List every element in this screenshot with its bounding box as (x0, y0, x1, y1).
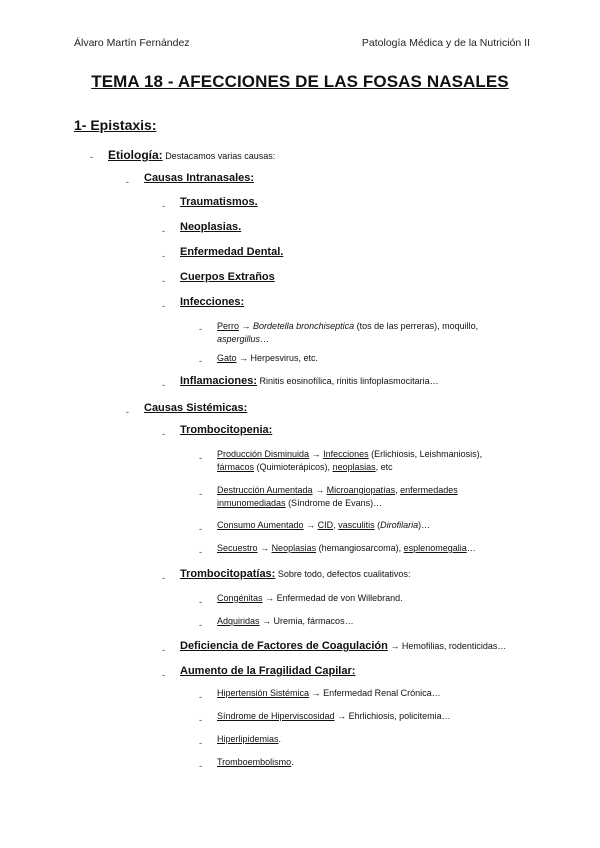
etiologia-text: Destacamos varias causas: (165, 151, 276, 161)
bullet: - (199, 761, 202, 771)
neoplasias: neoplasias (332, 462, 376, 472)
inflamaciones-label: Inflamaciones: (180, 375, 258, 387)
bullet: - (199, 524, 202, 534)
paren-open: ( (377, 520, 381, 530)
bullet: - (199, 324, 202, 334)
arrow: → (306, 520, 316, 530)
tromboembolismo-item (217, 756, 294, 769)
deficiencia-label: Deficiencia de Factores de Coagulación (180, 640, 388, 652)
perro-rest: (tos de las perreras), moquillo, (356, 321, 479, 331)
gato-label: Gato (217, 353, 237, 363)
vasculitis: vasculitis (338, 520, 375, 530)
dirofilaria: Dirofilaria (380, 520, 419, 530)
bullet: - (162, 301, 165, 311)
produccion-label: Producción Disminuida (217, 449, 310, 459)
section-heading: 1- Epistaxis: (74, 117, 157, 133)
adquiridas-text: → Uremia, fármacos… (262, 616, 354, 626)
adquiridas-item (217, 615, 354, 628)
perro-label: Perro (217, 321, 240, 331)
list-item: Cuerpos Extraños (180, 271, 275, 283)
adquiridas-label: Adquiridas (217, 616, 260, 626)
arrow: → (315, 485, 325, 495)
list-item: Enfermedad Dental. (180, 246, 284, 258)
bullet: - (162, 380, 165, 390)
arrow: → (260, 543, 270, 553)
hiperlipidemias-label: Hiperlipidemias (217, 734, 279, 744)
arrow: → (311, 449, 321, 459)
infecciones-link: Infecciones (323, 449, 369, 459)
bullet: - (199, 489, 202, 499)
consumo-item (217, 519, 430, 532)
produccion-rest1: (Erlichiosis, Leishmaniosis), (371, 449, 483, 459)
header-author: Álvaro Martín Fernández (74, 37, 190, 49)
inflamaciones-text: Rinitis eosinofílica, rinitis linfoplasmocitaria… (259, 376, 439, 386)
produccion-item (217, 448, 537, 474)
page-title: TEMA 18 - AFECCIONES DE LAS FOSAS NASALES (91, 72, 509, 91)
bullet: - (126, 407, 129, 417)
tromboembolismo-label: Tromboembolismo (217, 757, 292, 767)
bullet: - (199, 738, 202, 748)
secuestro-tail: … (466, 543, 476, 553)
arrow: → (241, 321, 251, 331)
bullet: - (199, 597, 202, 607)
deficiencia-text: → Hemofilias, rodenticidas… (390, 641, 507, 651)
period: . (291, 757, 294, 767)
gato-text: → Herpesvirus, etc. (239, 353, 319, 363)
paren-close: )… (418, 520, 431, 530)
inmunomediadas: inmunomediadas (217, 498, 286, 508)
secuestro-label: Secuestro (217, 543, 258, 553)
secuestro-item (217, 542, 476, 555)
destruccion-item (217, 484, 537, 510)
cid: CID (317, 520, 334, 530)
bullet: - (199, 356, 202, 366)
list-item: Infecciones: (180, 296, 245, 308)
bullet: - (126, 177, 129, 187)
perro-line2: aspergillus (217, 334, 261, 344)
hiperviscosidad-item (217, 710, 451, 723)
bullet: - (162, 201, 165, 211)
microangiopatias: Microangiopatías (326, 485, 396, 495)
bullet: - (199, 453, 202, 463)
hipertension-text: → Enfermedad Renal Crónica… (311, 688, 441, 698)
bullet: - (90, 152, 93, 162)
hiperviscosidad-label: Síndrome de Hiperviscosidad (217, 711, 335, 721)
deficiencia-item (180, 640, 506, 653)
trombocitopatias-text: Sobre todo, defectos cualitativos: (277, 569, 411, 579)
bullet: - (162, 645, 165, 655)
list-item: Neoplasias. (180, 221, 242, 233)
neoplasias-link: Neoplasias (271, 543, 317, 553)
etiologia-item (108, 149, 275, 163)
farmacos: fármacos (217, 462, 255, 472)
hiperviscosidad-text: → Ehrlichiosis, policitemia… (337, 711, 451, 721)
bullet: - (162, 670, 165, 680)
etiologia-label: Etiología: (108, 148, 163, 162)
bullet: - (162, 276, 165, 286)
period: . (278, 734, 282, 744)
congenitas-text: → Enfermedad de von Willebrand. (265, 593, 403, 603)
secuestro-rest: (hemangiosarcoma), (318, 543, 402, 553)
produccion-rest3: , etc (375, 462, 393, 472)
bullet: - (162, 429, 165, 439)
bullet: - (162, 226, 165, 236)
trombocitopatias-item (180, 568, 410, 581)
bullet: - (199, 692, 202, 702)
perro-species: Bordetella bronchiseptica (253, 321, 355, 331)
produccion-rest2: (Quimioterápicos), (256, 462, 331, 472)
hipertension-label: Hipertensión Sistémica (217, 688, 310, 698)
fragilidad-label: Aumento de la Fragilidad Capilar: (180, 665, 356, 677)
hipertension-item (217, 687, 441, 700)
comma: , (333, 520, 336, 530)
comma: , (395, 485, 398, 495)
bullet: - (199, 620, 202, 630)
intranasales-label: Causas Intranasales: (144, 172, 255, 184)
perro-tail: … (260, 334, 270, 344)
bullet: - (162, 573, 165, 583)
consumo-label: Consumo Aumentado (217, 520, 304, 530)
esplenomegalia: esplenomegalia (403, 543, 467, 553)
congenitas-label: Congénitas (217, 593, 263, 603)
inflamaciones-item (180, 375, 439, 388)
bullet: - (162, 251, 165, 261)
perro-item (217, 320, 527, 346)
sistemicas-label: Causas Sistémicas: (144, 402, 248, 414)
bullet: - (199, 715, 202, 725)
header-course: Patología Médica y de la Nutrición II (361, 37, 530, 49)
destruccion-label: Destrucción Aumentada (217, 485, 313, 495)
congenitas-item (217, 592, 403, 605)
trombocitopenia-label: Trombocitopenia: (180, 424, 273, 436)
gato-item (217, 352, 318, 365)
trombocitopatias-label: Trombocitopatías: (180, 568, 276, 580)
destruccion-rest: (Síndrome de Evans)… (288, 498, 383, 508)
hiperlipidemias-item (217, 733, 281, 746)
bullet: - (199, 547, 202, 557)
enfermedades: enfermedades (400, 485, 458, 495)
list-item: Traumatismos. (180, 196, 258, 208)
